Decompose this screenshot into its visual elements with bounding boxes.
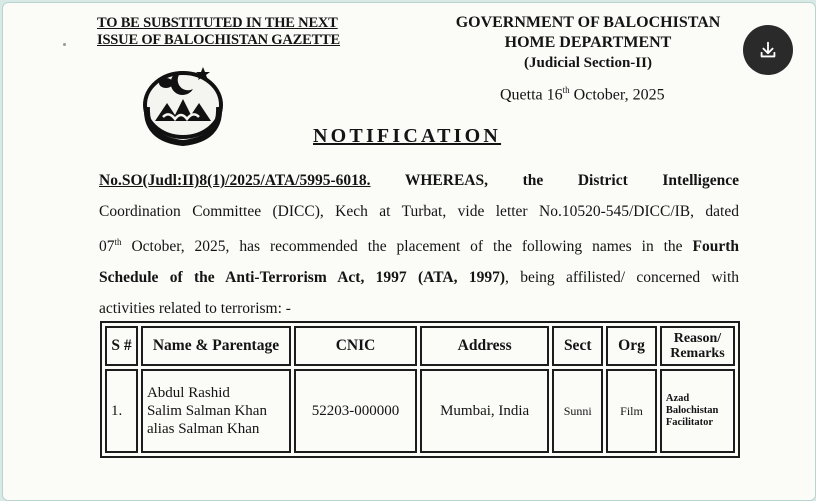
gov-line-3: (Judicial Section-II): [524, 55, 652, 71]
cell-cnic: 52203-000000: [294, 369, 417, 453]
date-day: Quetta 16: [500, 86, 563, 104]
balochistan-emblem-icon: [133, 55, 233, 147]
header-remarks: [660, 326, 735, 366]
cell-name: [141, 369, 291, 453]
cell-remarks: [660, 369, 735, 453]
gov-line-1: GOVERNMENT OF BALOCHISTAN: [455, 14, 721, 31]
body-line-1: [99, 165, 739, 196]
body-line-3-day: 07: [99, 238, 115, 256]
body-line-5: activities related to terrorism: -: [99, 300, 291, 318]
cell-name-line-3: alias Salman Khan: [146, 421, 260, 437]
notification-date: [500, 85, 665, 104]
document-frame: [2, 2, 816, 501]
header-org: Org: [606, 326, 657, 366]
cell-name-line-2: Salim Salman Khan: [146, 403, 267, 419]
download-icon: [757, 39, 779, 61]
reference-number: No.SO(Judl:II)8(1)/2025/ATA/5995-6018.: [99, 172, 371, 189]
cell-org: Film: [606, 369, 657, 453]
table-row: [105, 369, 735, 453]
header-sn: S #: [105, 326, 138, 366]
header-name: Name & Parentage: [141, 326, 291, 366]
header-cnic: CNIC: [294, 326, 417, 366]
cell-remarks-line-3: Facilitator: [665, 417, 714, 428]
body-line-3-bold: Fourth: [692, 238, 739, 256]
body-line-2: Coordination Committee (DICC), Kech at Turbat, vide letter No.10520-545/DICC/IB, dated: [99, 203, 739, 220]
gazette-line-2: ISSUE OF BALOCHISTAN GAZETTE: [97, 32, 340, 48]
header-sect: Sect: [552, 326, 603, 366]
gazette-note: [97, 15, 340, 49]
table-header-row: [105, 326, 735, 366]
cell-name-line-1: Abdul Rashid: [146, 385, 230, 401]
date-month-year: October, 2025: [569, 86, 665, 104]
cell-remarks-line-2: Balochistan: [665, 405, 719, 416]
body-line-3-suffix: th: [114, 237, 122, 247]
header-remarks-line-1: Reason/: [673, 331, 722, 346]
body-line-1-text: WHEREAS, the District Intelligence: [370, 172, 739, 189]
cell-sn: 1.: [105, 369, 138, 453]
cell-sect: Sunni: [552, 369, 603, 453]
notification-body: [99, 165, 739, 324]
body-line-3-text: October, 2025, has recommended the placement of the following names in the: [121, 238, 693, 256]
gazette-line-1: TO BE SUBSTITUTED IN THE NEXT: [97, 15, 338, 31]
government-heading: [423, 13, 753, 73]
gov-line-2: HOME DEPARTMENT: [504, 34, 672, 51]
notification-title: NOTIFICATION: [313, 125, 502, 147]
cell-remarks-line-1: Azad: [665, 393, 690, 404]
schedule-table: [100, 321, 740, 458]
date-suffix: th: [562, 85, 570, 95]
body-line-3: [99, 227, 739, 262]
body-line-4-text: , being affilisted/ concerned with: [504, 269, 739, 287]
download-button[interactable]: [743, 25, 793, 75]
header-remarks-line-2: Remarks: [670, 346, 725, 361]
cell-address: Mumbai, India: [420, 369, 549, 453]
body-line-4: [99, 262, 739, 293]
header-address: Address: [420, 326, 549, 366]
act-name: Schedule of the Anti-Terrorism Act, 1997 (ATA, 1997): [99, 269, 505, 287]
scan-speck: [63, 43, 66, 46]
